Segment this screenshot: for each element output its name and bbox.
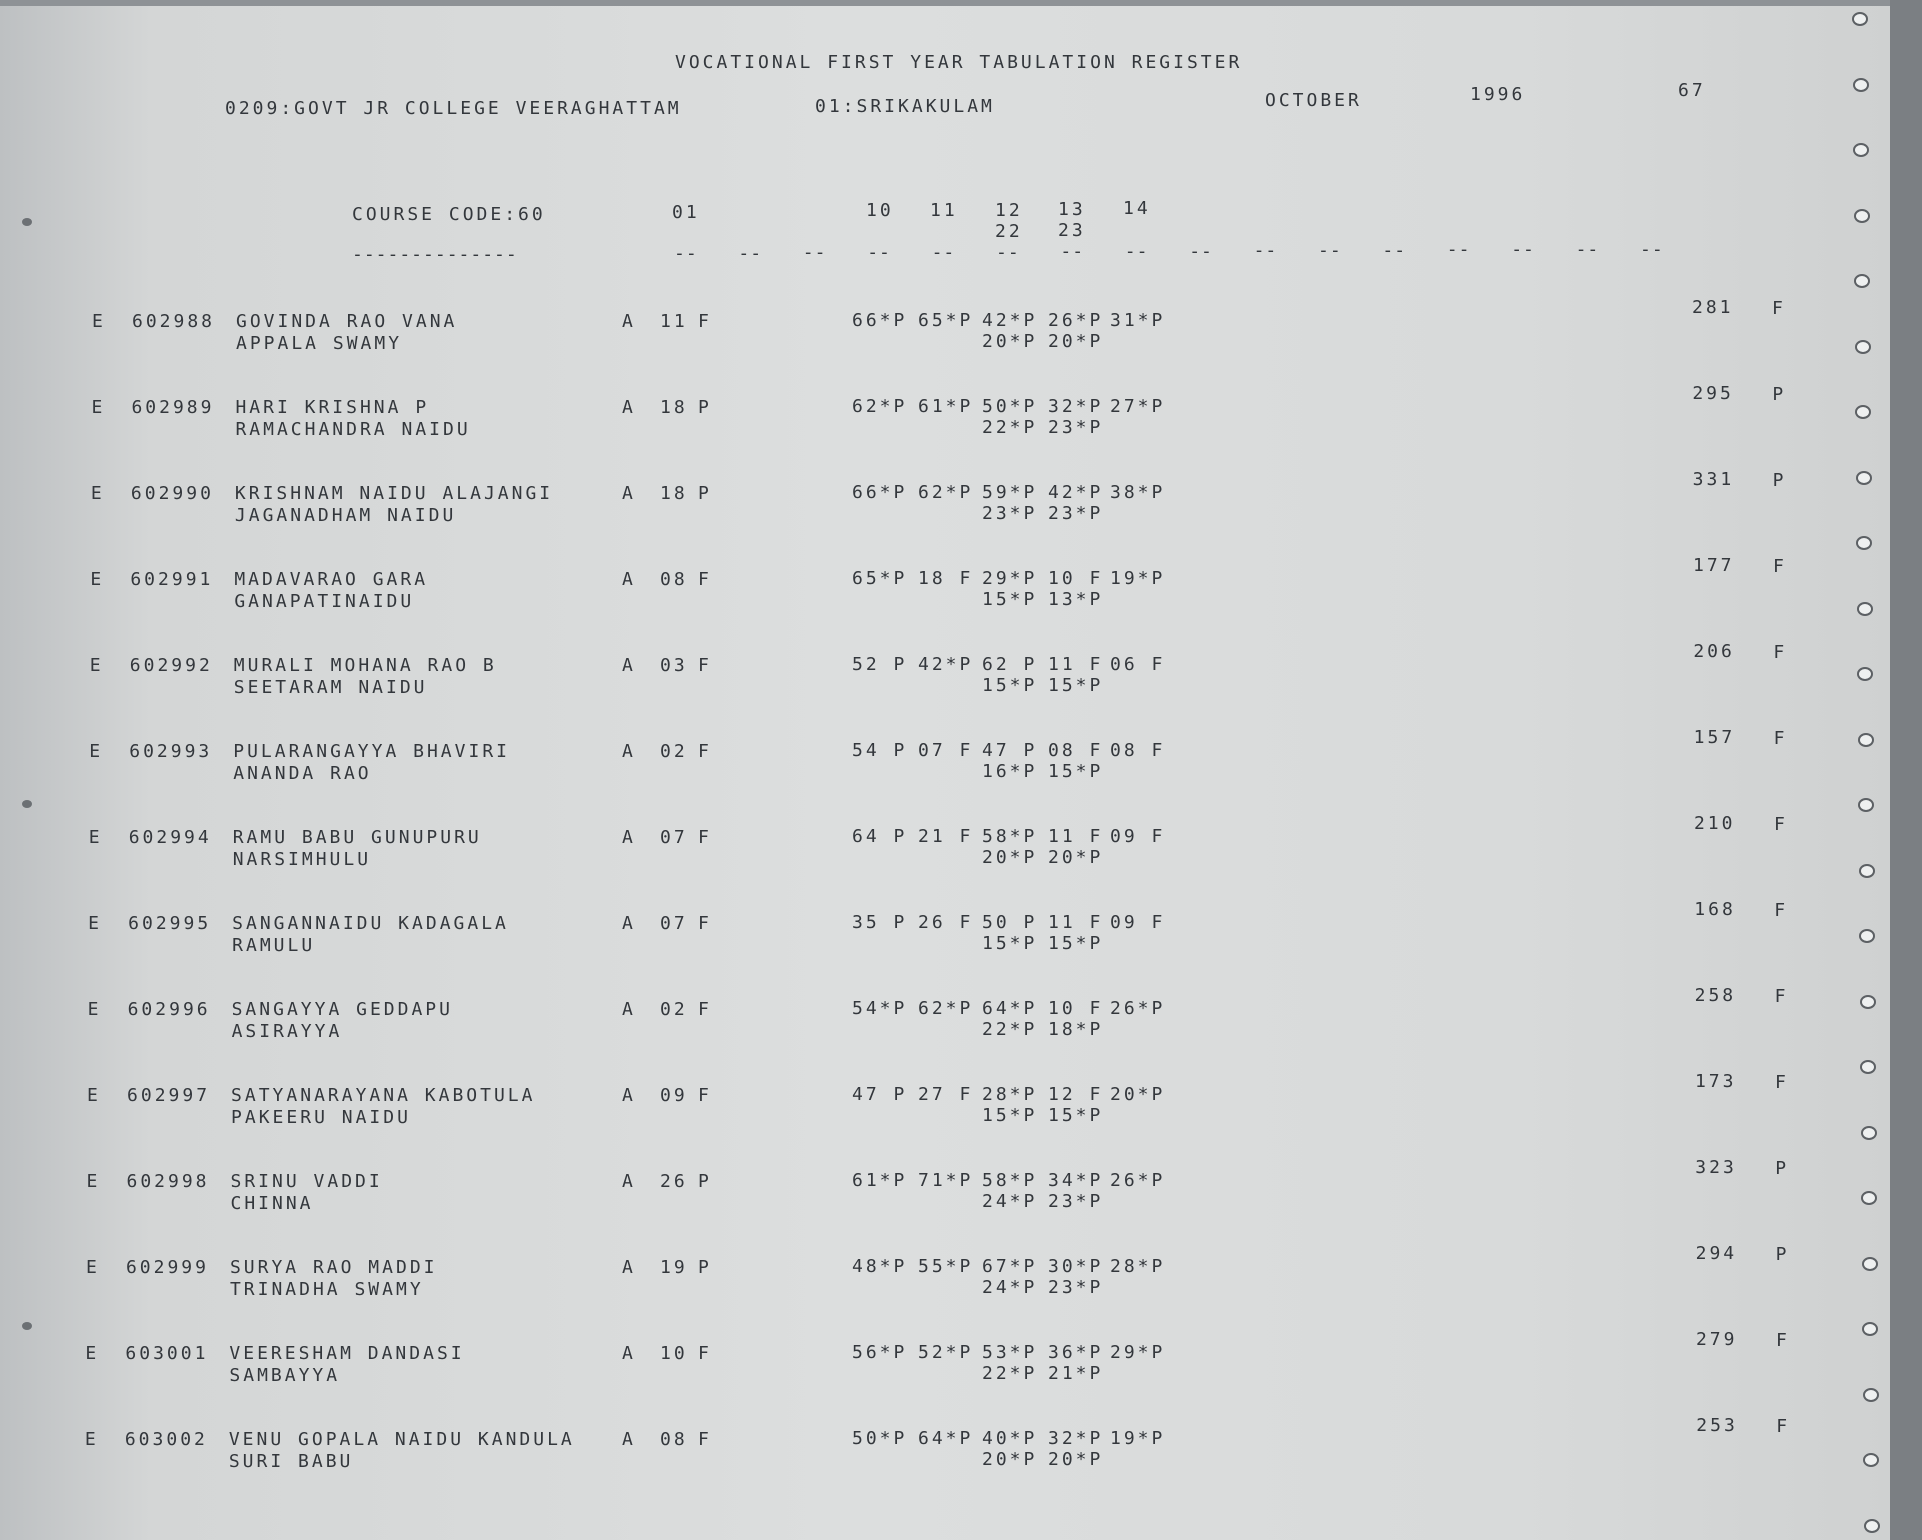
mark-subject-14: 06 F <box>1110 654 1166 675</box>
column-dash: -- <box>1124 240 1149 262</box>
part-a-code: A <box>622 483 636 504</box>
total-marks: 173 <box>1694 1071 1737 1092</box>
column-dash: -- <box>802 242 827 264</box>
mark-subject-12: 58*P <box>982 1170 1038 1191</box>
mark-subject-10: 64 P <box>852 826 908 847</box>
feed-hole <box>1856 536 1872 550</box>
mark-subject-12: 67*P <box>982 1256 1038 1277</box>
final-result: F <box>1775 1330 1790 1351</box>
part-a-result: P <box>698 1171 712 1192</box>
feed-hole <box>1859 864 1875 878</box>
mark-subject-14: 08 F <box>1110 740 1166 761</box>
student-name: VENU GOPALA NAIDU KANDULA <box>228 1429 575 1450</box>
part-a-mark: 02 <box>660 999 688 1020</box>
feed-hole <box>1853 78 1869 92</box>
part-a-mark: 02 <box>660 741 688 762</box>
register-number: 602990 <box>130 483 214 504</box>
column-dash: -- <box>1382 239 1407 261</box>
total-marks: 258 <box>1694 985 1737 1006</box>
mark-subject-14: 31*P <box>1110 310 1166 331</box>
total-marks: 295 <box>1692 383 1734 404</box>
mark-subject-14: 28*P <box>1110 1256 1166 1277</box>
feed-hole <box>1863 1453 1879 1467</box>
exam-month: OCTOBER <box>1265 90 1362 111</box>
record-flag: E <box>88 913 102 934</box>
part-a-result: F <box>698 1343 712 1364</box>
mark-subject-11: 07 F <box>918 740 974 761</box>
mark-subject-12: 40*P <box>982 1428 1038 1449</box>
mark-subject-12: 62 P <box>982 654 1038 675</box>
record-flag: E <box>91 397 106 418</box>
father-name: SEETARAM NAIDU <box>233 677 428 698</box>
mark-subject-14: 38*P <box>1110 482 1166 503</box>
record-flag: E <box>85 1257 100 1278</box>
register-number: 603001 <box>125 1343 209 1364</box>
feed-hole <box>1858 733 1874 747</box>
part-a-result: P <box>698 483 712 504</box>
mark-subject-22: 22*P <box>982 417 1038 438</box>
part-a-mark: 10 <box>660 1343 688 1364</box>
column-header-11: 11 <box>930 200 958 221</box>
mark-subject-14: 26*P <box>1110 1170 1166 1191</box>
mark-subject-11: 27 F <box>918 1084 974 1105</box>
total-marks: 294 <box>1695 1243 1738 1264</box>
mark-subject-13: 34*P <box>1048 1170 1104 1191</box>
margin-punch-mark <box>22 800 32 808</box>
father-name: TRINADHA SWAMY <box>229 1279 424 1300</box>
mark-subject-11: 42*P <box>918 654 974 675</box>
column-dash: -- <box>931 241 956 263</box>
feed-hole <box>1857 602 1873 616</box>
mark-subject-11: 71*P <box>918 1170 974 1191</box>
mark-subject-13: 30*P <box>1048 1256 1104 1277</box>
feed-hole <box>1861 1191 1877 1205</box>
part-a-code: A <box>622 827 636 848</box>
mark-subject-12: 29*P <box>982 568 1038 589</box>
part-a-result: P <box>698 397 712 418</box>
total-marks: 206 <box>1693 641 1735 662</box>
register-number: 603002 <box>124 1429 208 1450</box>
part-a-mark: 03 <box>660 655 688 676</box>
father-name: SAMBAYYA <box>229 1365 341 1386</box>
mark-subject-12: 47 P <box>982 740 1038 761</box>
mark-subject-10: 66*P <box>852 482 908 503</box>
mark-subject-23: 20*P <box>1048 1449 1104 1470</box>
feed-hole <box>1858 798 1874 812</box>
part-a-code: A <box>622 1429 636 1450</box>
feed-hole <box>1852 12 1868 26</box>
mark-subject-12: 64*P <box>982 998 1038 1019</box>
margin-punch-mark <box>22 1322 32 1330</box>
feed-hole <box>1855 405 1871 419</box>
record-flag: E <box>85 1343 100 1364</box>
mark-subject-23: 20*P <box>1048 331 1104 352</box>
part-a-code: A <box>622 1343 636 1364</box>
student-name: MURALI MOHANA RAO B <box>233 655 497 676</box>
mark-subject-13: 10 F <box>1048 568 1104 589</box>
column-dash: -- <box>1640 238 1664 260</box>
mark-subject-10: 66*P <box>852 310 908 331</box>
feed-hole <box>1855 340 1871 354</box>
record-flag: E <box>88 827 103 848</box>
mark-subject-14: 29*P <box>1110 1342 1166 1363</box>
feed-hole <box>1854 209 1870 223</box>
feed-hole <box>1856 471 1872 485</box>
part-a-mark: 07 <box>660 827 688 848</box>
part-a-result: F <box>698 827 712 848</box>
mark-subject-11: 21 F <box>918 826 974 847</box>
mark-subject-23: 13*P <box>1048 589 1104 610</box>
part-a-mark: 18 <box>660 397 688 418</box>
record-flag: E <box>92 311 106 332</box>
mark-subject-14: 26*P <box>1110 998 1166 1019</box>
student-name: SANGAYYA GEDDAPU <box>231 999 453 1020</box>
column-dash: -- <box>738 242 763 264</box>
feed-hole <box>1862 1257 1878 1271</box>
record-flag: E <box>90 483 105 504</box>
mark-subject-23: 21*P <box>1048 1363 1104 1384</box>
feed-hole <box>1862 1322 1878 1336</box>
record-flag: E <box>84 1429 99 1450</box>
mark-subject-11: 61*P <box>918 396 974 417</box>
register-number: 602994 <box>128 827 212 848</box>
feed-hole <box>1853 143 1869 157</box>
mark-subject-22: 16*P <box>982 761 1038 782</box>
mark-subject-10: 54 P <box>852 740 908 761</box>
mark-subject-22: 20*P <box>982 331 1038 352</box>
father-name: GANAPATINAIDU <box>234 591 415 612</box>
mark-subject-11: 26 F <box>918 912 974 933</box>
course-code-underline: -------------- <box>352 244 518 265</box>
part-a-mark: 08 <box>660 569 688 590</box>
mark-subject-11: 62*P <box>918 998 974 1019</box>
exam-year: 1996 <box>1470 84 1526 105</box>
part-a-mark: 08 <box>660 1429 688 1450</box>
father-name: CHINNA <box>230 1193 314 1214</box>
register-title: VOCATIONAL FIRST YEAR TABULATION REGISTER <box>675 52 1243 73</box>
part-a-code: A <box>622 913 636 934</box>
column-header-10: 10 <box>866 200 894 221</box>
mark-subject-23: 15*P <box>1048 1105 1104 1126</box>
feed-hole <box>1859 929 1875 943</box>
column-header-01: 01 <box>672 202 700 223</box>
column-dash: -- <box>1060 241 1085 263</box>
total-marks: 210 <box>1693 813 1736 834</box>
course-code-label: COURSE CODE:60 <box>352 204 546 225</box>
father-name: ASIRAYYA <box>231 1021 343 1042</box>
mark-subject-13: 11 F <box>1048 912 1104 933</box>
final-result: F <box>1773 642 1788 663</box>
mark-subject-23: 15*P <box>1048 675 1104 696</box>
column-header-13: 13 <box>1058 199 1086 220</box>
mark-subject-22: 20*P <box>982 1449 1038 1470</box>
mark-subject-13: 42*P <box>1048 482 1104 503</box>
total-marks: 157 <box>1693 727 1736 748</box>
column-dash: -- <box>1575 238 1600 260</box>
part-a-mark: 11 <box>660 311 688 332</box>
mark-subject-11: 62*P <box>918 482 974 503</box>
part-a-result: F <box>698 913 712 934</box>
part-a-result: F <box>698 311 712 332</box>
student-name: VEERESHAM DANDASI <box>229 1343 465 1364</box>
part-a-code: A <box>622 397 636 418</box>
district-name: 01:SRIKAKULAM <box>815 96 995 117</box>
part-a-code: A <box>622 569 636 590</box>
column-dash: -- <box>996 241 1020 263</box>
record-flag: E <box>86 1171 101 1192</box>
mark-subject-22: 24*P <box>982 1191 1038 1212</box>
part-a-result: F <box>698 1429 712 1450</box>
total-marks: 168 <box>1694 899 1736 920</box>
part-a-mark: 26 <box>660 1171 688 1192</box>
father-name: RAMACHANDRA NAIDU <box>235 419 471 440</box>
mark-subject-12: 42*P <box>982 310 1038 331</box>
feed-hole <box>1860 1060 1876 1074</box>
father-name: SURI BABU <box>228 1451 354 1472</box>
part-a-mark: 19 <box>660 1257 688 1278</box>
mark-subject-11: 18 F <box>918 568 974 589</box>
mark-subject-13: 12 F <box>1048 1084 1104 1105</box>
mark-subject-13: 26*P <box>1048 310 1104 331</box>
final-result: P <box>1772 384 1787 405</box>
student-name: KRISHNAM NAIDU ALAJANGI <box>234 483 554 504</box>
mark-subject-14: 19*P <box>1110 568 1166 589</box>
college-name: 0209:GOVT JR COLLEGE VEERAGHATTAM <box>225 98 682 119</box>
record-flag: E <box>89 741 104 762</box>
register-number: 602999 <box>125 1257 209 1278</box>
mark-subject-23: 20*P <box>1048 847 1104 868</box>
register-number: 602997 <box>127 1085 211 1106</box>
column-dash: -- <box>867 242 891 264</box>
feed-hole <box>1854 274 1870 288</box>
mark-subject-14: 20*P <box>1110 1084 1166 1105</box>
mark-subject-23: 15*P <box>1048 761 1104 782</box>
mark-subject-22: 15*P <box>982 675 1038 696</box>
mark-subject-12: 58*P <box>982 826 1038 847</box>
student-name: RAMU BABU GUNUPURU <box>232 827 482 848</box>
student-name: HARI KRISHNA P <box>235 397 430 418</box>
mark-subject-23: 15*P <box>1048 933 1104 954</box>
mark-subject-22: 23*P <box>982 503 1038 524</box>
table-surface-edge <box>1890 0 1922 1540</box>
mark-subject-13: 36*P <box>1048 1342 1104 1363</box>
mark-subject-23: 23*P <box>1048 1191 1104 1212</box>
student-name: SANGANNAIDU KADAGALA <box>232 913 509 934</box>
part-a-code: A <box>622 741 636 762</box>
mark-subject-13: 08 F <box>1048 740 1104 761</box>
record-flag: E <box>87 999 102 1020</box>
mark-subject-14: 27*P <box>1110 396 1166 417</box>
part-a-mark: 18 <box>660 483 688 504</box>
mark-subject-13: 32*P <box>1048 1428 1104 1449</box>
part-a-code: A <box>622 311 636 332</box>
mark-subject-22: 22*P <box>982 1019 1038 1040</box>
column-dash: -- <box>1511 239 1535 261</box>
mark-subject-11: 65*P <box>918 310 974 331</box>
record-flag: E <box>89 655 104 676</box>
register-number: 602991 <box>130 569 214 590</box>
register-number: 602988 <box>132 311 216 332</box>
final-result: F <box>1774 900 1789 921</box>
part-a-code: A <box>622 1257 636 1278</box>
father-name: JAGANADHAM NAIDU <box>234 505 457 526</box>
part-a-code: A <box>622 999 636 1020</box>
student-name: GOVINDA RAO VANA <box>236 311 458 332</box>
father-name: ANANDA RAO <box>233 763 372 784</box>
mark-subject-12: 53*P <box>982 1342 1038 1363</box>
register-number: 602992 <box>129 655 213 676</box>
student-name: SURYA RAO MADDI <box>229 1257 438 1278</box>
part-a-mark: 09 <box>660 1085 688 1106</box>
margin-punch-mark <box>22 218 32 226</box>
mark-subject-23: 23*P <box>1048 503 1104 524</box>
column-header-23: 23 <box>1058 220 1086 241</box>
register-number: 602989 <box>131 397 215 418</box>
student-name: SRINU VADDI <box>230 1171 383 1192</box>
feed-hole <box>1864 1519 1880 1533</box>
column-header-12: 12 <box>995 200 1023 221</box>
mark-subject-11: 64*P <box>918 1428 974 1449</box>
page-number: 67 <box>1678 80 1706 101</box>
mark-subject-12: 50 P <box>982 912 1038 933</box>
part-a-code: A <box>622 655 636 676</box>
record-flag: E <box>87 1085 101 1106</box>
total-marks: 253 <box>1696 1415 1738 1436</box>
mark-subject-23: 18*P <box>1048 1019 1104 1040</box>
feed-hole <box>1861 1126 1877 1140</box>
column-dash: -- <box>674 243 698 264</box>
final-result: P <box>1775 1158 1790 1179</box>
father-name: RAMULU <box>232 935 316 956</box>
mark-subject-13: 11 F <box>1048 654 1104 675</box>
mark-subject-22: 15*P <box>982 1105 1038 1126</box>
mark-subject-22: 20*P <box>982 847 1038 868</box>
mark-subject-23: 23*P <box>1048 417 1104 438</box>
mark-subject-14: 19*P <box>1110 1428 1166 1449</box>
part-a-result: F <box>698 1085 712 1106</box>
mark-subject-10: 61*P <box>852 1170 908 1191</box>
mark-subject-22: 15*P <box>982 589 1038 610</box>
part-a-result: F <box>698 569 712 590</box>
final-result: F <box>1774 986 1789 1007</box>
column-header-14: 14 <box>1123 198 1151 219</box>
final-result: F <box>1773 728 1788 749</box>
mark-subject-22: 22*P <box>982 1363 1038 1384</box>
register-number: 602995 <box>128 913 212 934</box>
mark-subject-10: 52 P <box>852 654 908 675</box>
mark-subject-10: 35 P <box>852 912 908 933</box>
part-a-result: F <box>698 741 712 762</box>
father-name: PAKEERU NAIDU <box>231 1107 411 1128</box>
total-marks: 323 <box>1695 1157 1737 1178</box>
total-marks: 331 <box>1692 469 1735 490</box>
feed-hole <box>1863 1388 1879 1402</box>
mark-subject-10: 50*P <box>852 1428 908 1449</box>
student-name: MADAVARAO GARA <box>234 569 429 590</box>
mark-subject-13: 32*P <box>1048 396 1104 417</box>
feed-hole <box>1860 995 1876 1009</box>
student-name: PULARANGAYYA BHAVIRI <box>233 741 510 762</box>
final-result: F <box>1772 298 1786 319</box>
mark-subject-12: 59*P <box>982 482 1038 503</box>
mark-subject-10: 47 P <box>852 1084 908 1105</box>
total-marks: 281 <box>1692 297 1734 318</box>
final-result: F <box>1773 814 1788 835</box>
mark-subject-10: 48*P <box>852 1256 908 1277</box>
column-header-22: 22 <box>995 221 1023 242</box>
part-a-result: F <box>698 655 712 676</box>
column-dash: -- <box>1253 240 1278 262</box>
feed-hole <box>1857 667 1873 681</box>
mark-subject-11: 52*P <box>918 1342 974 1363</box>
mark-subject-14: 09 F <box>1110 826 1166 847</box>
mark-subject-23: 23*P <box>1048 1277 1104 1298</box>
column-dash: -- <box>1446 239 1471 261</box>
record-flag: E <box>90 569 105 590</box>
mark-subject-13: 11 F <box>1048 826 1104 847</box>
part-a-result: P <box>698 1257 712 1278</box>
final-result: F <box>1772 556 1787 577</box>
total-marks: 279 <box>1695 1329 1738 1350</box>
mark-subject-10: 56*P <box>852 1342 908 1363</box>
part-a-mark: 07 <box>660 913 688 934</box>
father-name: NARSIMHULU <box>232 849 372 870</box>
mark-subject-12: 50*P <box>982 396 1038 417</box>
mark-subject-11: 55*P <box>918 1256 974 1277</box>
sheet-top-edge <box>0 0 1890 6</box>
register-number: 602996 <box>127 999 211 1020</box>
mark-subject-22: 24*P <box>982 1277 1038 1298</box>
register-number: 602993 <box>129 741 213 762</box>
final-result: F <box>1776 1416 1791 1437</box>
mark-subject-10: 54*P <box>852 998 908 1019</box>
mark-subject-10: 65*P <box>852 568 908 589</box>
register-number: 602998 <box>126 1171 210 1192</box>
mark-subject-10: 62*P <box>852 396 908 417</box>
final-result: F <box>1774 1072 1789 1093</box>
final-result: P <box>1775 1244 1790 1265</box>
final-result: P <box>1772 470 1787 491</box>
column-dash: -- <box>1318 240 1342 261</box>
mark-subject-22: 15*P <box>982 933 1038 954</box>
mark-subject-14: 09 F <box>1110 912 1166 933</box>
total-marks: 177 <box>1692 555 1735 576</box>
mark-subject-12: 28*P <box>982 1084 1038 1105</box>
student-name: SATYANARAYANA KABOTULA <box>231 1085 536 1106</box>
part-a-result: F <box>698 999 712 1020</box>
column-dash: -- <box>1189 240 1213 262</box>
father-name: APPALA SWAMY <box>236 333 403 354</box>
part-a-code: A <box>622 1171 636 1192</box>
part-a-code: A <box>622 1085 636 1106</box>
mark-subject-13: 10 F <box>1048 998 1104 1019</box>
